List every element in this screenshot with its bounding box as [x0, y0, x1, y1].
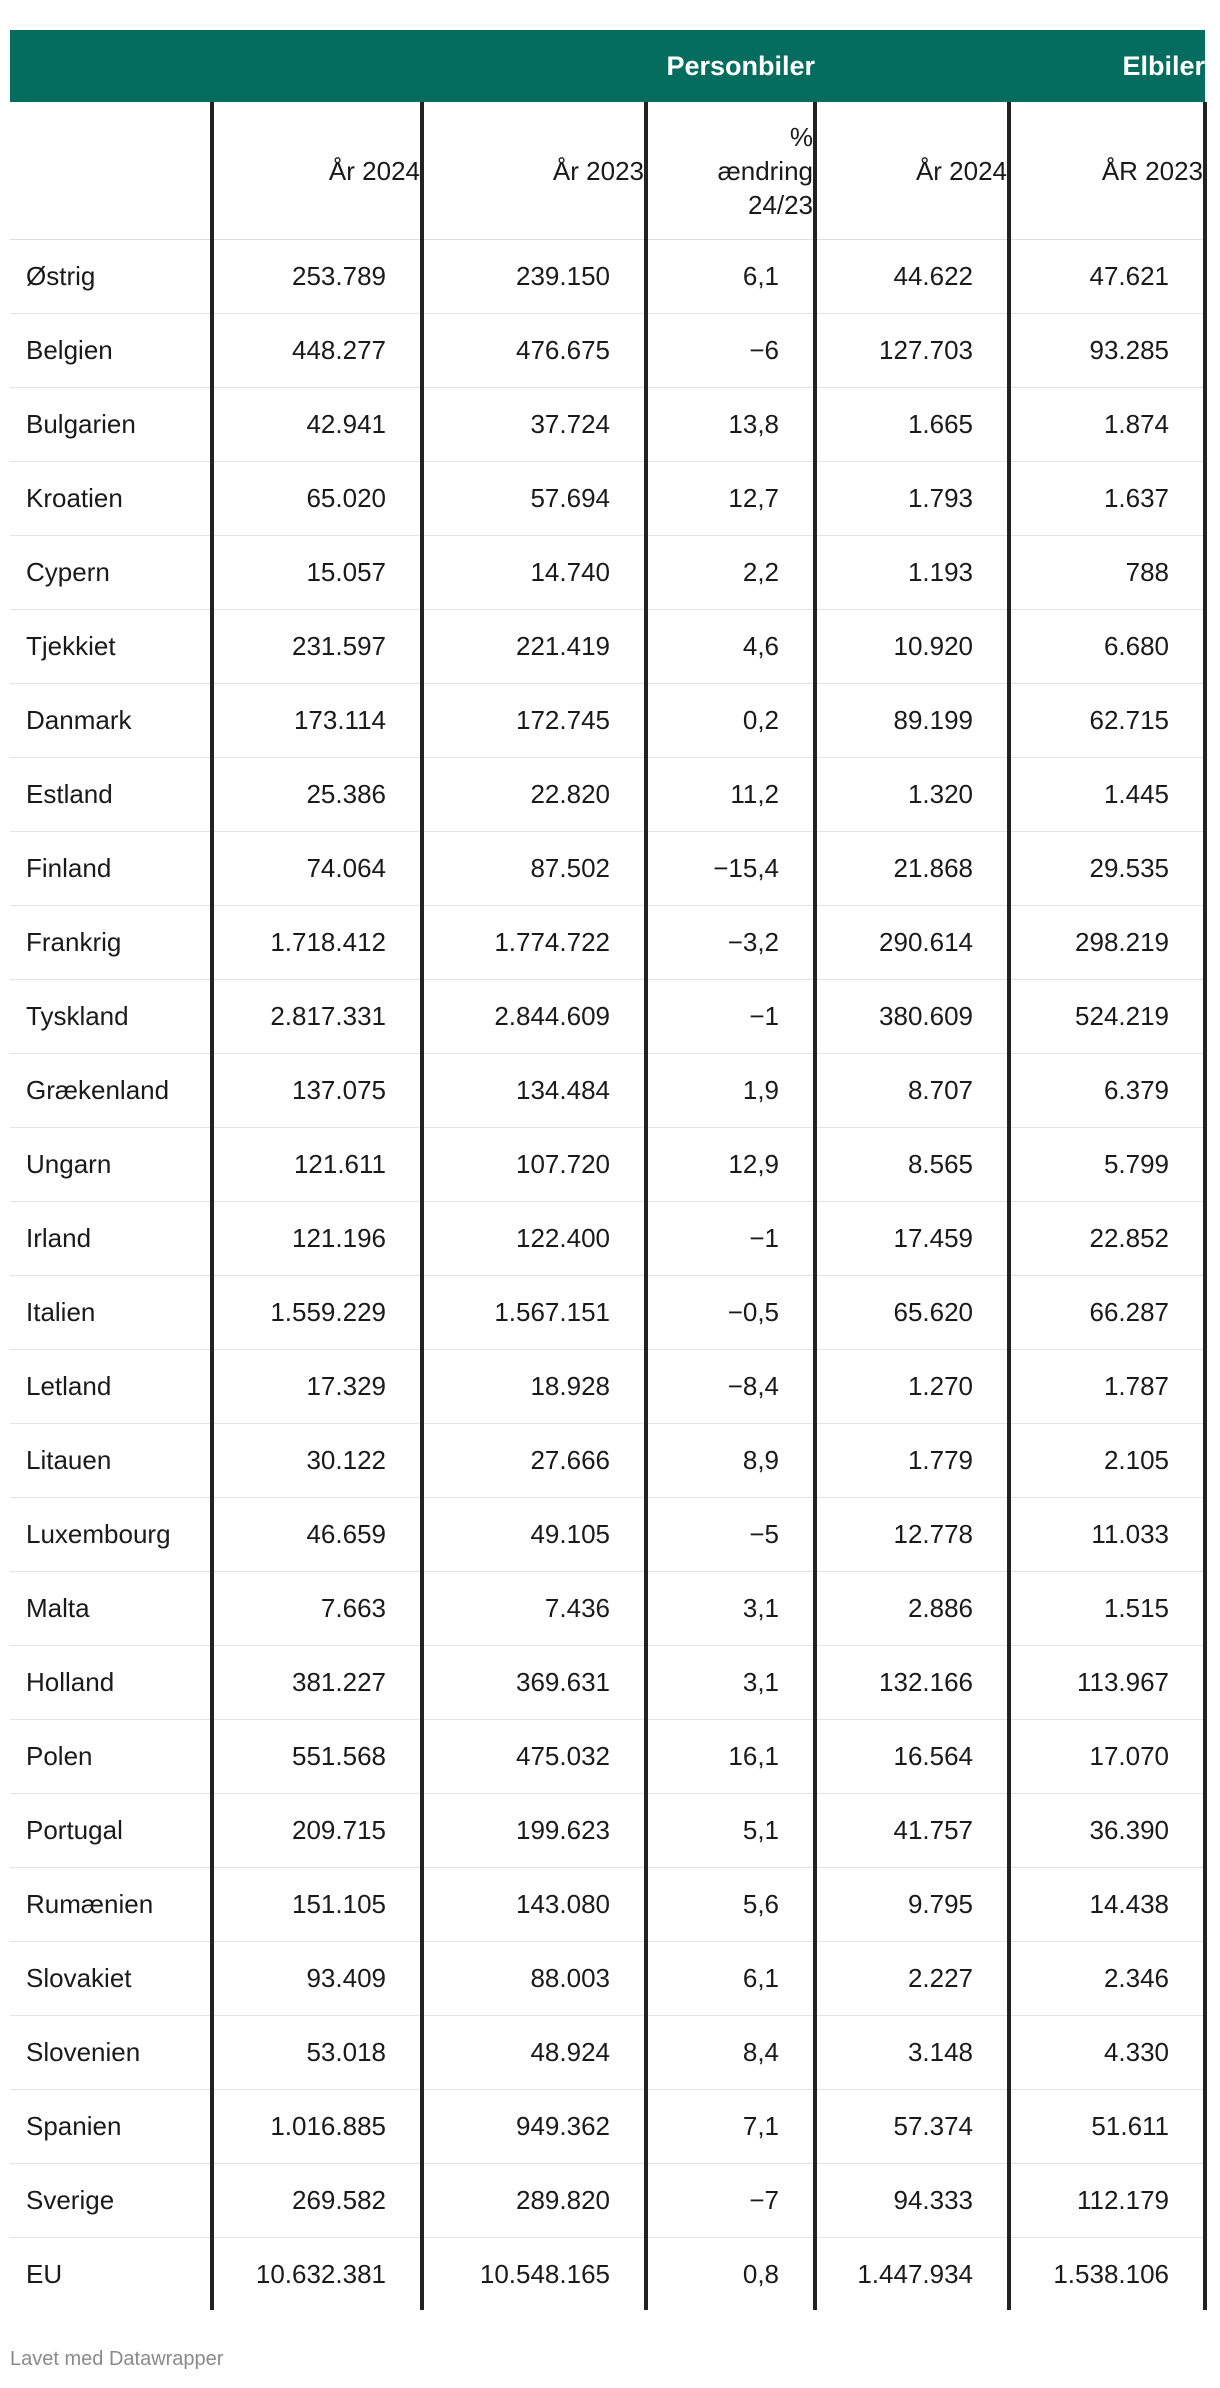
value-cell: 381.227	[212, 1646, 422, 1720]
table-row	[10, 2238, 1205, 2311]
value-cell: 10.632.381	[212, 2238, 422, 2311]
table-row	[10, 2016, 1205, 2090]
value-cell: 1.320	[815, 758, 1009, 832]
table-row	[10, 1498, 1205, 1572]
column-header-4: År 2024	[815, 102, 1009, 240]
value-cell: 551.568	[212, 1720, 422, 1794]
value-cell: 1.567.151	[422, 1276, 646, 1350]
table-row	[10, 1054, 1205, 1128]
value-cell: 231.597	[212, 610, 422, 684]
value-cell: 25.386	[212, 758, 422, 832]
value-cell: 65.620	[815, 1276, 1009, 1350]
group-header-row	[10, 30, 1205, 102]
value-cell: 1,9	[646, 1054, 815, 1128]
value-cell: 289.820	[422, 2164, 646, 2238]
table-row	[10, 1720, 1205, 1794]
table-row	[10, 536, 1205, 610]
column-header-row	[10, 102, 1205, 240]
value-cell: 57.374	[815, 2090, 1009, 2164]
table-row	[10, 1942, 1205, 2016]
table-row	[10, 1350, 1205, 1424]
value-cell: 173.114	[212, 684, 422, 758]
value-cell: 8,4	[646, 2016, 815, 2090]
value-cell: −8,4	[646, 1350, 815, 1424]
value-cell: 253.789	[212, 240, 422, 314]
value-cell: 1.270	[815, 1350, 1009, 1424]
value-cell: 2.886	[815, 1572, 1009, 1646]
value-cell: 1.718.412	[212, 906, 422, 980]
value-cell: 22.820	[422, 758, 646, 832]
value-cell: −0,5	[646, 1276, 815, 1350]
value-cell: 16.564	[815, 1720, 1009, 1794]
value-cell: 12.778	[815, 1498, 1009, 1572]
value-cell: 57.694	[422, 462, 646, 536]
value-cell: 8.707	[815, 1054, 1009, 1128]
country-cell: Danmark	[10, 684, 212, 758]
country-cell: Kroatien	[10, 462, 212, 536]
value-cell: 1.193	[815, 536, 1009, 610]
value-cell: 151.105	[212, 1868, 422, 1942]
value-cell: 1.538.106	[1009, 2238, 1205, 2311]
value-cell: 2.844.609	[422, 980, 646, 1054]
value-cell: 5.799	[1009, 1128, 1205, 1202]
country-cell: Italien	[10, 1276, 212, 1350]
value-cell: 21.868	[815, 832, 1009, 906]
table-row	[10, 2090, 1205, 2164]
value-cell: 290.614	[815, 906, 1009, 980]
value-cell: 44.622	[815, 240, 1009, 314]
value-cell: 17.459	[815, 1202, 1009, 1276]
value-cell: 2.227	[815, 1942, 1009, 2016]
value-cell: 143.080	[422, 1868, 646, 1942]
value-cell: 27.666	[422, 1424, 646, 1498]
group-header-personbiler: Personbiler	[212, 30, 815, 102]
data-table	[10, 30, 1207, 2310]
table-row	[10, 832, 1205, 906]
country-cell: Irland	[10, 1202, 212, 1276]
value-cell: 1.774.722	[422, 906, 646, 980]
country-cell: Malta	[10, 1572, 212, 1646]
value-cell: 1.787	[1009, 1350, 1205, 1424]
value-cell: 298.219	[1009, 906, 1205, 980]
column-header-2: År 2023	[422, 102, 646, 240]
value-cell: 3,1	[646, 1646, 815, 1720]
table-row	[10, 684, 1205, 758]
value-cell: 62.715	[1009, 684, 1205, 758]
value-cell: 65.020	[212, 462, 422, 536]
country-cell: Rumænien	[10, 1868, 212, 1942]
column-header-5: ÅR 2023	[1009, 102, 1205, 240]
value-cell: 221.419	[422, 610, 646, 684]
table-row	[10, 906, 1205, 980]
value-cell: 949.362	[422, 2090, 646, 2164]
value-cell: 132.166	[815, 1646, 1009, 1720]
table-row	[10, 1128, 1205, 1202]
country-cell: Tjekkiet	[10, 610, 212, 684]
value-cell: 1.016.885	[212, 2090, 422, 2164]
value-cell: 66.287	[1009, 1276, 1205, 1350]
value-cell: 1.447.934	[815, 2238, 1009, 2311]
value-cell: 9.795	[815, 1868, 1009, 1942]
value-cell: 88.003	[422, 1942, 646, 2016]
value-cell: 1.445	[1009, 758, 1205, 832]
table-row	[10, 1572, 1205, 1646]
column-header-0	[10, 102, 212, 240]
value-cell: 134.484	[422, 1054, 646, 1128]
value-cell: 18.928	[422, 1350, 646, 1424]
table-row	[10, 980, 1205, 1054]
column-header-1: År 2024	[212, 102, 422, 240]
country-cell: Østrig	[10, 240, 212, 314]
value-cell: 7.436	[422, 1572, 646, 1646]
value-cell: 137.075	[212, 1054, 422, 1128]
value-cell: 48.924	[422, 2016, 646, 2090]
country-cell: Luxembourg	[10, 1498, 212, 1572]
value-cell: 2.817.331	[212, 980, 422, 1054]
value-cell: 239.150	[422, 240, 646, 314]
country-cell: Portugal	[10, 1794, 212, 1868]
value-cell: 12,7	[646, 462, 815, 536]
value-cell: 10.548.165	[422, 2238, 646, 2311]
country-cell: Grækenland	[10, 1054, 212, 1128]
table-row	[10, 1794, 1205, 1868]
value-cell: 5,1	[646, 1794, 815, 1868]
value-cell: 8,9	[646, 1424, 815, 1498]
table-row	[10, 1868, 1205, 1942]
value-cell: 42.941	[212, 388, 422, 462]
value-cell: 74.064	[212, 832, 422, 906]
value-cell: 4,6	[646, 610, 815, 684]
country-cell: Tyskland	[10, 980, 212, 1054]
table-row	[10, 314, 1205, 388]
value-cell: 2.105	[1009, 1424, 1205, 1498]
country-cell: Ungarn	[10, 1128, 212, 1202]
value-cell: 47.621	[1009, 240, 1205, 314]
country-cell: Spanien	[10, 2090, 212, 2164]
value-cell: 199.623	[422, 1794, 646, 1868]
value-cell: 6,1	[646, 1942, 815, 2016]
group-header-empty	[10, 30, 212, 102]
value-cell: 17.070	[1009, 1720, 1205, 1794]
value-cell: 51.611	[1009, 2090, 1205, 2164]
country-cell: Sverige	[10, 2164, 212, 2238]
value-cell: 5,6	[646, 1868, 815, 1942]
table-row	[10, 758, 1205, 832]
country-cell: Estland	[10, 758, 212, 832]
value-cell: 0,8	[646, 2238, 815, 2311]
value-cell: 46.659	[212, 1498, 422, 1572]
value-cell: 7.663	[212, 1572, 422, 1646]
value-cell: 8.565	[815, 1128, 1009, 1202]
value-cell: 41.757	[815, 1794, 1009, 1868]
country-cell: Cypern	[10, 536, 212, 610]
column-header-3: % ændring 24/23	[646, 102, 815, 240]
value-cell: 1.559.229	[212, 1276, 422, 1350]
value-cell: 17.329	[212, 1350, 422, 1424]
country-cell: Bulgarien	[10, 388, 212, 462]
value-cell: 14.740	[422, 536, 646, 610]
value-cell: 122.400	[422, 1202, 646, 1276]
value-cell: 30.122	[212, 1424, 422, 1498]
country-cell: Slovenien	[10, 2016, 212, 2090]
table-row	[10, 610, 1205, 684]
group-header-elbiler: Elbiler	[815, 30, 1205, 102]
value-cell: 2,2	[646, 536, 815, 610]
value-cell: 93.409	[212, 1942, 422, 2016]
value-cell: 0,2	[646, 684, 815, 758]
value-cell: 107.720	[422, 1128, 646, 1202]
value-cell: 1.665	[815, 388, 1009, 462]
value-cell: 10.920	[815, 610, 1009, 684]
table-row	[10, 462, 1205, 536]
value-cell: 476.675	[422, 314, 646, 388]
value-cell: 3.148	[815, 2016, 1009, 2090]
value-cell: 15.057	[212, 536, 422, 610]
table-body	[10, 240, 1205, 2311]
country-cell: Finland	[10, 832, 212, 906]
value-cell: 524.219	[1009, 980, 1205, 1054]
value-cell: 369.631	[422, 1646, 646, 1720]
table-row	[10, 1424, 1205, 1498]
value-cell: −5	[646, 1498, 815, 1572]
value-cell: 121.196	[212, 1202, 422, 1276]
value-cell: 36.390	[1009, 1794, 1205, 1868]
table-row	[10, 2164, 1205, 2238]
value-cell: 29.535	[1009, 832, 1205, 906]
value-cell: 209.715	[212, 1794, 422, 1868]
country-cell: Letland	[10, 1350, 212, 1424]
country-cell: Frankrig	[10, 906, 212, 980]
value-cell: −3,2	[646, 906, 815, 980]
value-cell: −1	[646, 1202, 815, 1276]
value-cell: 16,1	[646, 1720, 815, 1794]
value-cell: 53.018	[212, 2016, 422, 2090]
value-cell: 37.724	[422, 388, 646, 462]
footer-credit: Lavet med Datawrapper	[10, 2348, 224, 2370]
country-cell: Holland	[10, 1646, 212, 1720]
value-cell: 13,8	[646, 388, 815, 462]
value-cell: 1.874	[1009, 388, 1205, 462]
value-cell: 448.277	[212, 314, 422, 388]
value-cell: −1	[646, 980, 815, 1054]
value-cell: 22.852	[1009, 1202, 1205, 1276]
value-cell: 1.637	[1009, 462, 1205, 536]
value-cell: 113.967	[1009, 1646, 1205, 1720]
value-cell: 89.199	[815, 684, 1009, 758]
value-cell: 1.515	[1009, 1572, 1205, 1646]
value-cell: 12,9	[646, 1128, 815, 1202]
value-cell: 788	[1009, 536, 1205, 610]
value-cell: 94.333	[815, 2164, 1009, 2238]
value-cell: 4.330	[1009, 2016, 1205, 2090]
table-row	[10, 1276, 1205, 1350]
table-row	[10, 240, 1205, 314]
country-cell: Belgien	[10, 314, 212, 388]
value-cell: 93.285	[1009, 314, 1205, 388]
value-cell: 121.611	[212, 1128, 422, 1202]
value-cell: 172.745	[422, 684, 646, 758]
value-cell: 6.680	[1009, 610, 1205, 684]
value-cell: 3,1	[646, 1572, 815, 1646]
value-cell: 7,1	[646, 2090, 815, 2164]
value-cell: 475.032	[422, 1720, 646, 1794]
value-cell: 1.779	[815, 1424, 1009, 1498]
value-cell: 2.346	[1009, 1942, 1205, 2016]
value-cell: 269.582	[212, 2164, 422, 2238]
value-cell: 87.502	[422, 832, 646, 906]
value-cell: −15,4	[646, 832, 815, 906]
value-cell: 49.105	[422, 1498, 646, 1572]
value-cell: 11,2	[646, 758, 815, 832]
country-cell: Litauen	[10, 1424, 212, 1498]
country-cell: Slovakiet	[10, 1942, 212, 2016]
value-cell: −6	[646, 314, 815, 388]
country-cell: Polen	[10, 1720, 212, 1794]
table-row	[10, 1646, 1205, 1720]
value-cell: 1.793	[815, 462, 1009, 536]
value-cell: 127.703	[815, 314, 1009, 388]
country-cell: EU	[10, 2238, 212, 2311]
value-cell: 380.609	[815, 980, 1009, 1054]
value-cell: 112.179	[1009, 2164, 1205, 2238]
value-cell: 11.033	[1009, 1498, 1205, 1572]
value-cell: 6.379	[1009, 1054, 1205, 1128]
value-cell: −7	[646, 2164, 815, 2238]
table-row	[10, 388, 1205, 462]
value-cell: 14.438	[1009, 1868, 1205, 1942]
table-row	[10, 1202, 1205, 1276]
value-cell: 6,1	[646, 240, 815, 314]
